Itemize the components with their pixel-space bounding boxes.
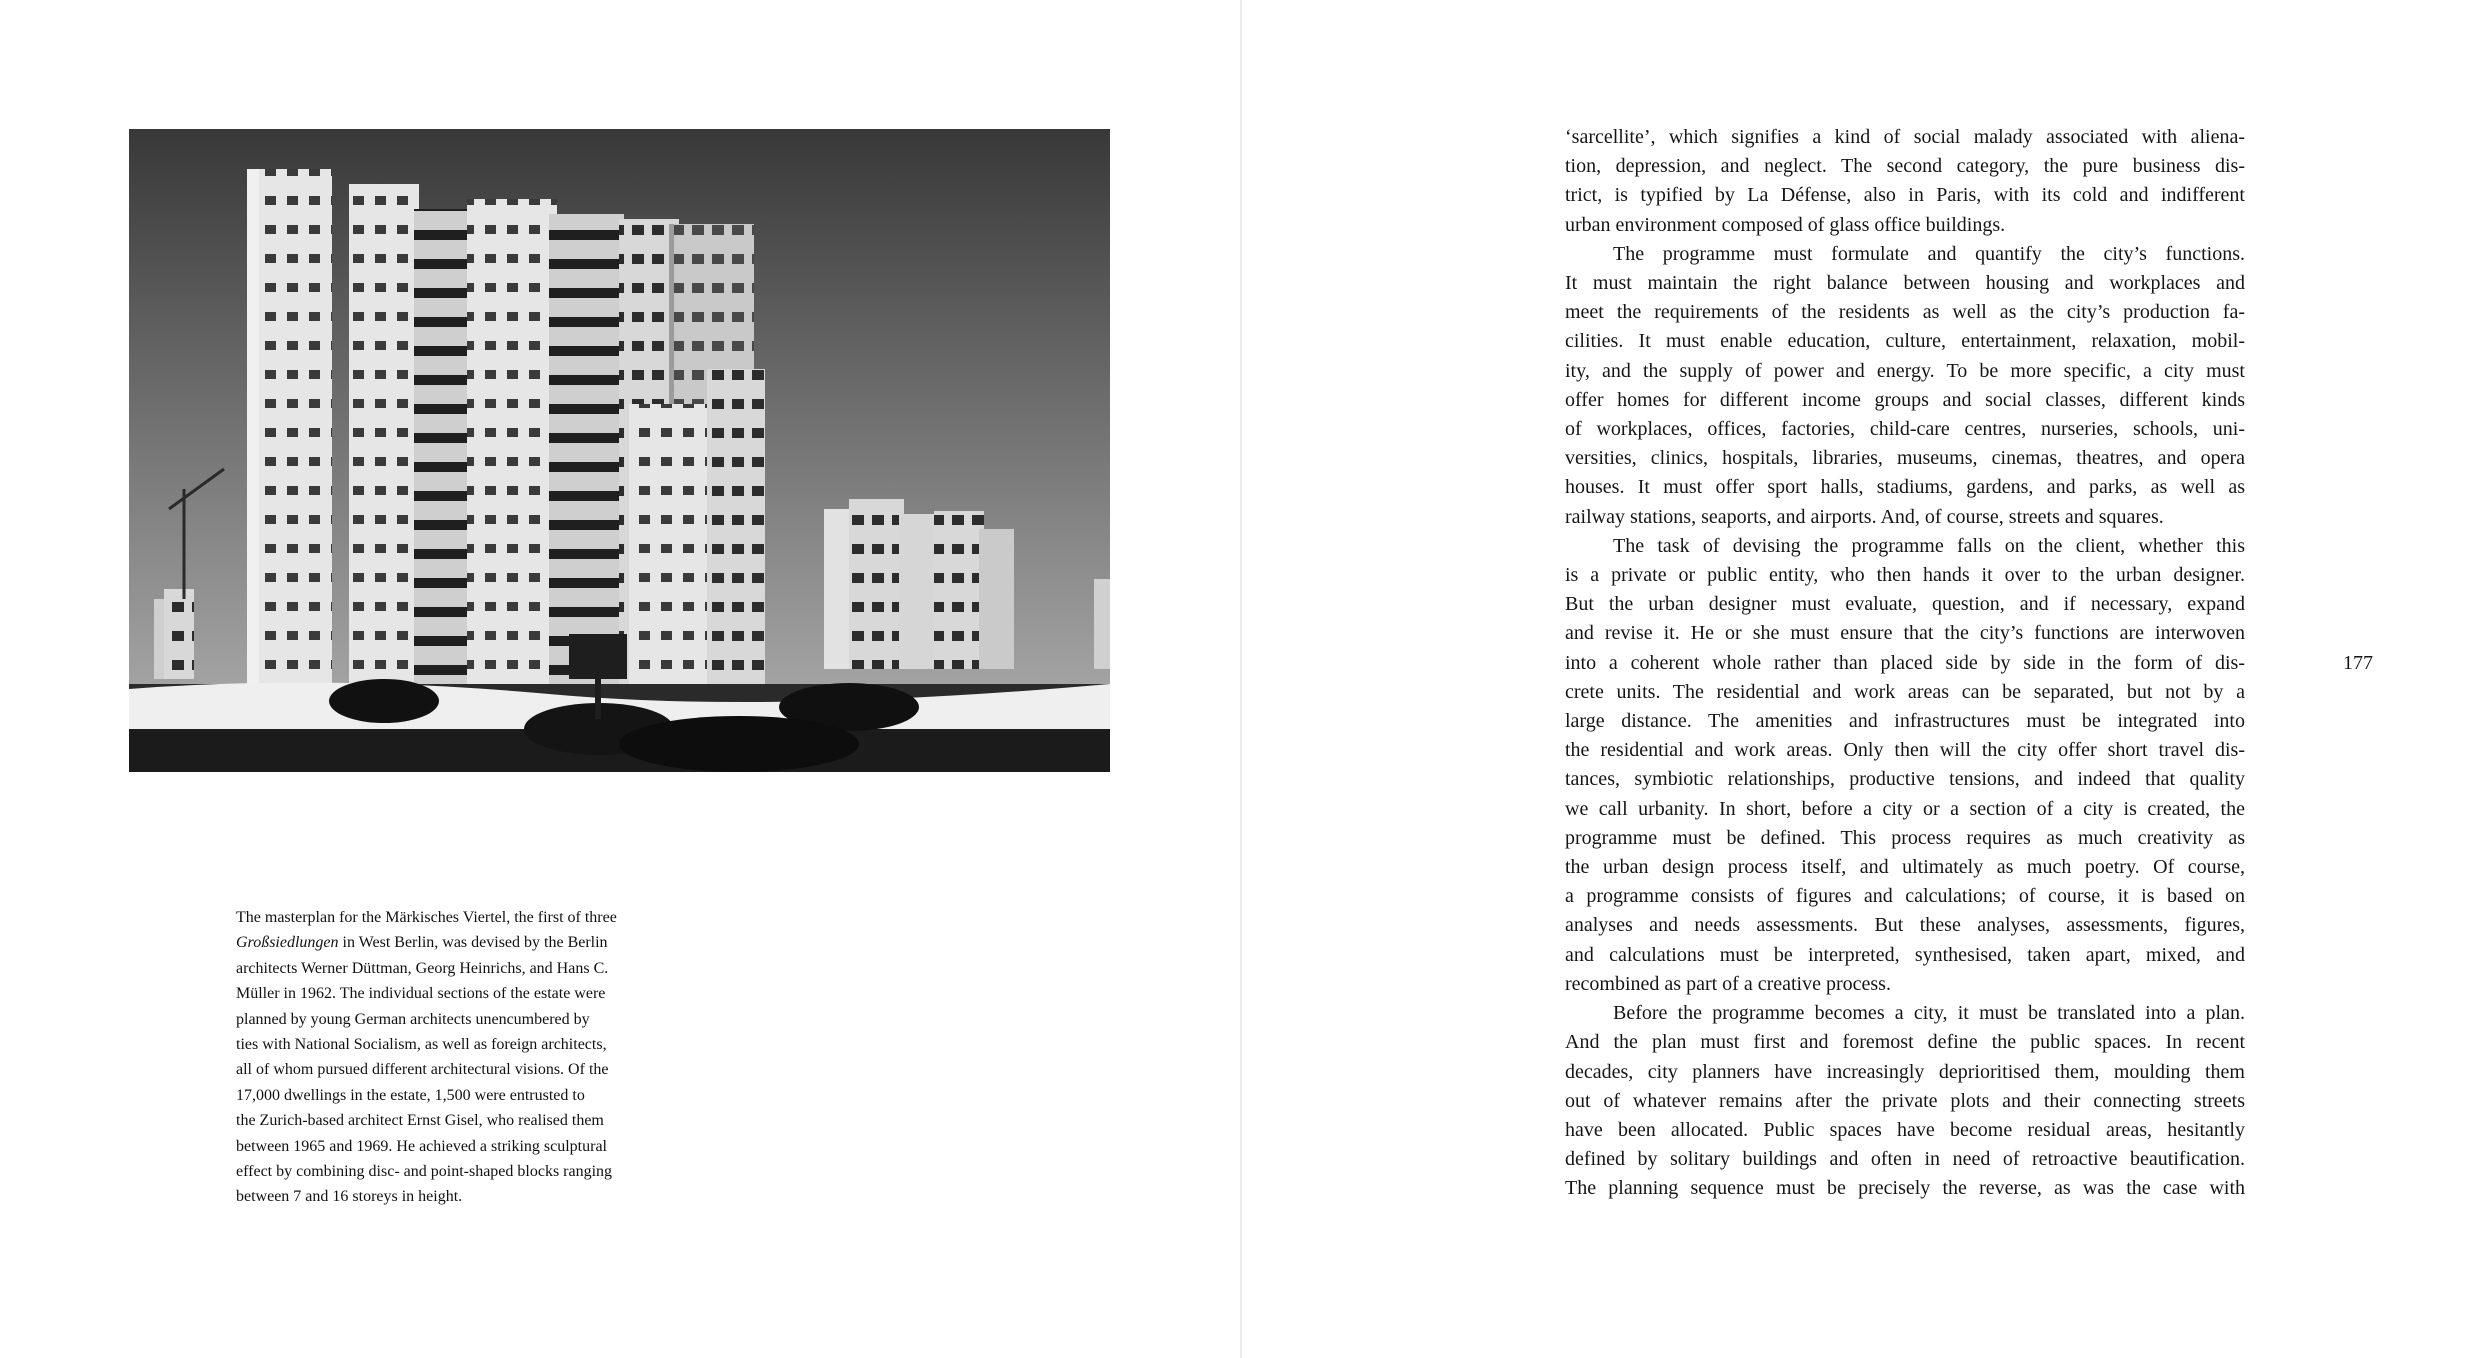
caption-line-rest: in West Berlin, was devised by the Berlin <box>338 934 608 952</box>
body-line: have been allocated. Public spaces have become residual areas, hesitantly <box>1565 1118 2245 1141</box>
body-line: crete units. The residential and work areas can be separated, but not by a <box>1565 680 2245 703</box>
caption-line: the Zurich-based architect Ernst Gisel, who realised them <box>236 1112 604 1130</box>
body-line: into a coherent whole rather than placed side by side in the form of dis- <box>1565 651 2245 674</box>
body-line: is a private or public entity, who then hands it over to the urban designer. <box>1565 564 2245 587</box>
body-line: And the plan must first and foremost define the public spaces. In recent <box>1565 1031 2245 1054</box>
body-line: the residential and work areas. Only then will the city offer short travel dis- <box>1565 739 2245 762</box>
body-line: But the urban designer must evaluate, question, and if necessary, expand <box>1565 593 2245 616</box>
photo-maerkisches-viertel <box>129 129 1110 772</box>
body-line: tion, depression, and neglect. The second category, the pure business dis- <box>1565 155 2245 178</box>
caption-line: ties with National Socialism, as well as foreign architects, <box>236 1036 607 1054</box>
caption-line: The masterplan for the Märkisches Viertel, the first of three <box>236 909 617 926</box>
caption-line: Müller in 1962. The individual sections of the estate were <box>236 985 606 1003</box>
body-line: meet the requirements of the residents as well as the city’s production fa- <box>1565 301 2245 324</box>
body-line: the urban design process itself, and ultimately as much poetry. Of course, <box>1565 856 2245 879</box>
body-text <box>1565 123 2245 1204</box>
body-line: It must maintain the right balance between housing and workplaces and <box>1565 272 2245 295</box>
body-line: ‘sarcellite’, which signifies a kind of social malady associated with aliena- <box>1565 126 2245 148</box>
body-line: programme must be defined. This process requires as much creativity as <box>1565 826 2245 849</box>
caption-line: effect by combining disc- and point-shaped blocks ranging <box>236 1163 613 1181</box>
body-line: versities, clinics, hospitals, libraries, museums, cinemas, theatres, and opera <box>1565 447 2245 470</box>
body-line: trict, is typified by La Défense, also in Paris, with its cold and indifferent <box>1565 184 2245 207</box>
body-line: a programme consists of figures and calculations; of course, it is based on <box>1565 885 2245 908</box>
body-line: urban environment composed of glass office buildings. <box>1565 213 2006 236</box>
body-line: out of whatever remains after the private plots and their connecting streets <box>1565 1089 2245 1112</box>
page-number: 177 <box>2343 652 2373 674</box>
body-line: cilities. It must enable education, culture, entertainment, relaxation, mobil- <box>1565 330 2245 353</box>
caption-line: planned by young German architects unencumbered by <box>236 1010 590 1028</box>
body-line: we call urbanity. In short, before a city or a section of a city is created, the <box>1565 797 2245 820</box>
caption-line: between 1965 and 1969. He achieved a striking sculptural <box>236 1137 607 1155</box>
body-line: tances, symbiotic relationships, productive tensions, and indeed that quality <box>1565 768 2245 791</box>
body-line: offer homes for different income groups and social classes, different kinds <box>1565 388 2245 411</box>
caption-line: 17,000 dwellings in the estate, 1,500 were entrusted to <box>236 1086 585 1104</box>
body-line: The programme must formulate and quantify the city’s functions. <box>1613 242 2245 265</box>
caption-italic-term: Großsiedlungen <box>236 934 339 952</box>
caption-line: between 7 and 16 storeys in height. <box>236 1188 463 1206</box>
body-line: large distance. The amenities and infrastructures must be integrated into <box>1565 710 2245 733</box>
body-line: ity, and the supply of power and energy. To be more specific, a city must <box>1565 359 2245 382</box>
body-line: of workplaces, offices, factories, child-care centres, nurseries, schools, uni- <box>1565 418 2245 441</box>
body-line: and revise it. He or she must ensure that the city’s functions are interwoven <box>1565 622 2245 645</box>
figure-caption <box>236 905 666 1210</box>
body-line: analyses and needs assessments. But these analyses, assessments, figures, <box>1565 914 2245 937</box>
housing-estate-photograph <box>129 129 1110 772</box>
body-line: railway stations, seaports, and airports. And, of course, streets and squares. <box>1565 505 2164 528</box>
body-line: The planning sequence must be precisely the reverse, as was the case with <box>1565 1177 2245 1200</box>
caption-line <box>236 930 666 955</box>
caption-line: architects Werner Düttman, Georg Heinrichs, and Hans C. <box>236 959 609 977</box>
body-line: recombined as part of a creative process. <box>1565 972 1891 995</box>
body-line: The task of devising the programme falls on the client, whether this <box>1613 534 2245 557</box>
body-line: and calculations must be interpreted, synthesised, taken apart, mixed, and <box>1565 943 2245 966</box>
body-line: defined by solitary buildings and often in need of retroactive beautification. <box>1565 1148 2245 1171</box>
body-line: decades, city planners have increasingly deprioritised them, moulding them <box>1565 1060 2245 1083</box>
body-line: houses. It must offer sport halls, stadiums, gardens, and parks, as well as <box>1565 476 2245 499</box>
body-line: Before the programme becomes a city, it must be translated into a plan. <box>1613 1002 2245 1025</box>
caption-line: all of whom pursued different architectural visions. Of the <box>236 1061 609 1079</box>
